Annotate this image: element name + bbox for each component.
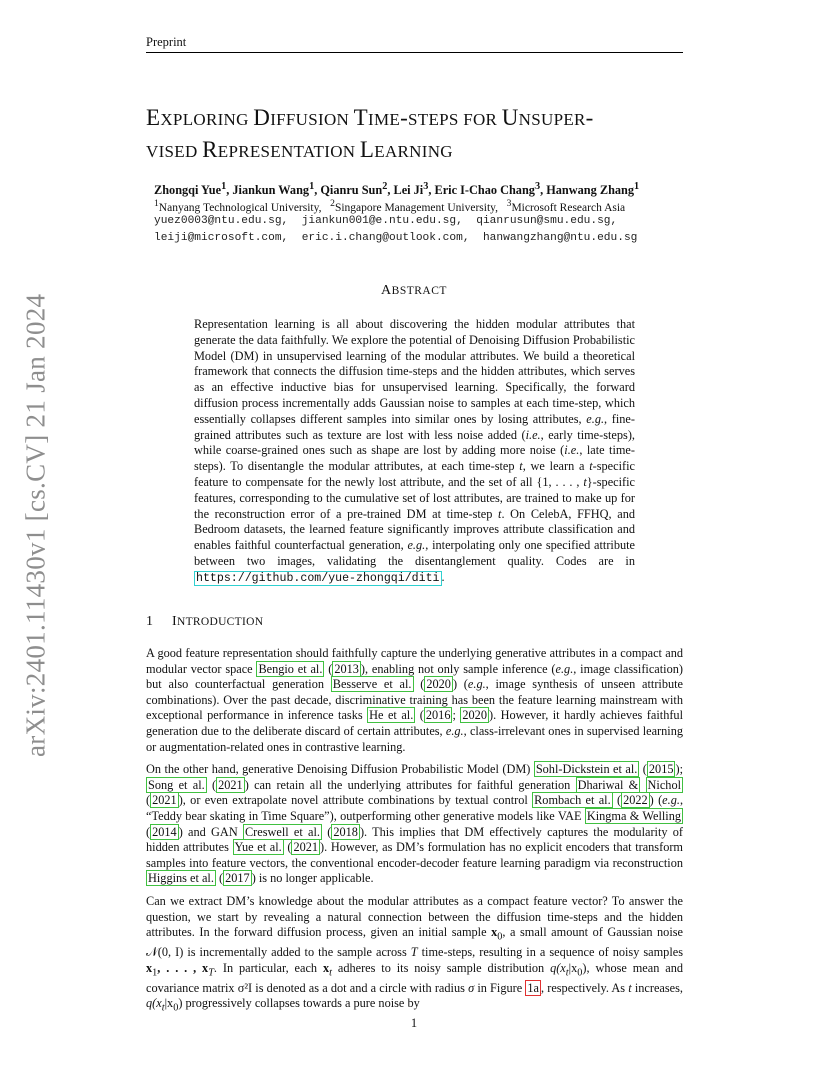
title-part: -	[400, 105, 409, 130]
author-sup: 1	[309, 181, 315, 192]
author-name: Zhongqi Yue	[154, 183, 222, 198]
section-heading-introduction	[146, 614, 263, 630]
affiliation: Singapore Management University,	[334, 201, 499, 214]
citation-year-link[interactable]: 2020	[462, 708, 487, 723]
title-part: R	[202, 137, 218, 162]
running-header: Preprint	[146, 35, 187, 49]
author-list: Zhongqi Yue$^1$, Jiankun Wang$^1$, Qianru Sun$^2$, Lei Ji$^3$, Eric I-Chao Chang$^3$, Hanwang Zhang$^1$	[154, 181, 640, 198]
author-name: Lei Ji	[393, 183, 424, 198]
title-part: XPLORING	[160, 110, 254, 129]
affiliation-sup: 1	[154, 198, 159, 209]
section-title-cap: I	[172, 614, 177, 629]
figure-ref-link[interactable]: 1a	[527, 980, 539, 995]
title-part: D	[253, 105, 271, 130]
affiliation-sup: 2	[330, 198, 335, 209]
citation-link[interactable]: Higgins et al.	[148, 871, 214, 886]
page-number: 1	[410, 1016, 418, 1030]
citation-link[interactable]: Dhariwal &	[577, 777, 639, 792]
author-sup: 3	[423, 181, 429, 192]
title-part: NSUPER	[518, 110, 586, 129]
abstract-heading-cap: A	[381, 283, 392, 298]
citation-year-link[interactable]: 2020	[426, 677, 451, 692]
citation-year-link[interactable]: 2014	[152, 824, 177, 839]
abstract-body	[194, 317, 635, 587]
author-sup: 1	[221, 181, 227, 192]
email-list	[154, 213, 637, 247]
citation-link[interactable]: Creswell et al.	[244, 824, 320, 839]
intro-paragraph-2: On the other hand, generative Denoising Diffusion Probabilistic Model (DM) Sohl-Dickstein et al. ( 2015 ); Song et al. ( 2021 ) can retain all the underlying attributes for faithful generation Dhariwal & Nichol ( 2021 ), or even extrapolate novel attribute combinations by textual control Rombach et al. ( 2022 ) (e.g., “Teddy bear skating in Time Square”), outperforming other generative models like VAE Kingma & Welling ( 2014 ) and GAN Creswell et al. ( 2018 ). This implies that DM effectively captures the modularity of hidden attributes Yue et al. ( 2021 ). However, as DM’s formulation has no explicit encoders that transform samples into feature vectors, the conventional encoder-decoder feature learning paradigm via reconstruction Higgins et al. ( 2017 ) is no longer applicable.	[146, 762, 684, 886]
citation-year-link[interactable]: 2021	[152, 793, 177, 808]
title-part: STEPS FOR	[408, 110, 502, 129]
abstract-heading	[0, 283, 828, 299]
affiliation-sup: 3	[506, 198, 512, 209]
citation-link[interactable]: Sohl-Dickstein et al.	[535, 762, 638, 777]
author-sup: 3	[534, 181, 541, 192]
affiliation: Nanyang Technological University,	[158, 201, 322, 214]
email-line[interactable]: leiji@microsoft.com, eric.i.chang@outlook.com, hanwangzhang@ntu.edu.sg	[154, 232, 638, 244]
author-name: Hanwang Zhang	[546, 183, 635, 198]
citation-link[interactable]: He et al.	[369, 708, 414, 723]
section-number: 1	[146, 614, 154, 629]
citation-year-link[interactable]: 2022	[623, 793, 648, 808]
affiliation: Microsoft Research Asia	[511, 201, 626, 214]
header-rule	[146, 52, 683, 53]
author-name: Qianru Sun	[320, 183, 383, 198]
abstract-heading-rest: BSTRACT	[391, 285, 447, 297]
citation-year-link[interactable]: 2021	[293, 840, 319, 855]
title-part: EPRESENTATION	[217, 142, 360, 161]
abstract-paragraph: Representation learning is all about discovering the hidden modular attributes that generate the data faithfully. We explore the potential of Denoising Diffusion Probabilistic Model (DM) in unsupervised learning of the modular attributes. We build a theoretical framework that connects the diffusion time-steps and the hidden attributes, which serves as an effective inductive bias for unsupervised learning. Specifically, the forward diffusion process incrementally adds Gaussian noise to samples at each time-step, which essentially collapses different samples into similar ones by losing attributes, e.g., fine-grained attributes such as texture are lost with less noise added (i.e., early time-steps), while coarse-grained ones such as shape are lost by adding more noise (i.e., late time-steps). To disentangle the modular attributes, at each time-step t, we learn a t-specific feature to compensate for the newly lost attribute, and the set of all {1, . . . , t}-specific features, corresponding to the cumulative set of lost attributes, are trained to make up for the reconstruction error of a pre-trained DM at time-step t. On CelebA, FFHQ, and Bedroom datasets, the learned feature significantly improves attribute classification and enables faithful counterfactual generation, e.g., interpolating only one specified attribute between two images, validating the disentanglement quality. Codes are in https://github.com/yue-zhongqi/diti .	[194, 317, 635, 585]
math-normal-dist: 𝒩(0, I)	[146, 945, 184, 960]
affiliation-list	[154, 198, 625, 214]
author-sup: 2	[382, 181, 388, 192]
title-part: T	[353, 105, 369, 130]
citation-link[interactable]: Song et al.	[148, 777, 205, 792]
title-part: U	[501, 105, 519, 130]
title-part: IFFUSION	[270, 110, 354, 129]
author-name: Eric I-Chao Chang	[434, 183, 535, 198]
title-part: E	[146, 105, 161, 130]
citation-link[interactable]: Bengio et al.	[258, 661, 323, 676]
email-line[interactable]: yuez0003@ntu.edu.sg, jiankun001@e.ntu.edu.sg, qianrusun@smu.edu.sg,	[154, 215, 618, 227]
citation-link[interactable]: Rombach et al.	[534, 793, 611, 808]
citation-year-link[interactable]: 2016	[425, 708, 451, 723]
title-part: EARNING	[374, 142, 453, 161]
citation-link[interactable]: Kingma & Welling	[586, 808, 682, 823]
introduction-body	[146, 646, 683, 1023]
title-part: -	[585, 105, 594, 130]
section-title-rest: NTRODUCTION	[176, 616, 264, 628]
title-part: VISED	[146, 142, 203, 161]
citation-link[interactable]: Nichol	[647, 777, 682, 792]
author-name: Jiankun Wang	[232, 183, 310, 198]
title-part: L	[359, 137, 375, 162]
title-part: IME	[368, 110, 401, 129]
citation-year-link[interactable]: 2015	[648, 762, 674, 777]
intro-paragraph-3: Can we extract DM’s knowledge about the modular attributes as a compact feature vector? To answer the question, we start by revealing a natural connection between the diffusion time-steps and the hidden attributes. In the forward diffusion process, given an initial sample $x_0$, a small amount of Gaussian noise 𝒩(0, I) is incrementally added to the sample across T time-steps, resulting in a sequence of noisy samples $x_1$, . . . , $x_T$. In particular, each $x_t$ adheres to its noisy sample distribution $q(x_t|x_0)$, whose mean and covariance matrix σ²I is denoted as a dot and a circle with radius σ in Figure 1a , respectively. As t increases, $q(x_t|x_0)$ progressively collapses towards a pure noise by	[146, 893, 684, 1014]
paper-title	[146, 103, 691, 167]
arxiv-stamp: arXiv:2401.11430v1 [cs.CV] 21 Jan 2024	[20, 293, 51, 757]
code-link[interactable]: https://github.com/yue-zhongqi/diti	[196, 571, 440, 585]
author-sup: 1	[634, 181, 640, 192]
intro-paragraph-1: A good feature representation should faithfully capture the underlying generative attributes in a compact and modular vector space Bengio et al. ( 2013 ), enabling not only sample inference (e.g., image classification) but also counterfactual generation Besserve et al. ( 2020 ) (e.g., image synthesis of unseen attribute combinations). Over the past decade, discriminative training has been the feature learning mainstream with exceptional performance in inference tasks He et al. ( 2016 ; 2020 ). However, it hardly achieves faithful generation due to the deliberate discard of certain attributes, e.g., class-irrelevant ones in supervised learning or augmentation-related ones in contrastive learning.	[146, 646, 684, 754]
citation-link[interactable]: Yue et al.	[234, 840, 282, 855]
citation-year-link[interactable]: 2017	[225, 871, 250, 886]
citation-year-link[interactable]: 2018	[333, 824, 358, 839]
citation-link[interactable]: Besserve et al.	[332, 677, 412, 692]
citation-year-link[interactable]: 2013	[334, 661, 359, 676]
citation-year-link[interactable]: 2021	[218, 777, 243, 792]
